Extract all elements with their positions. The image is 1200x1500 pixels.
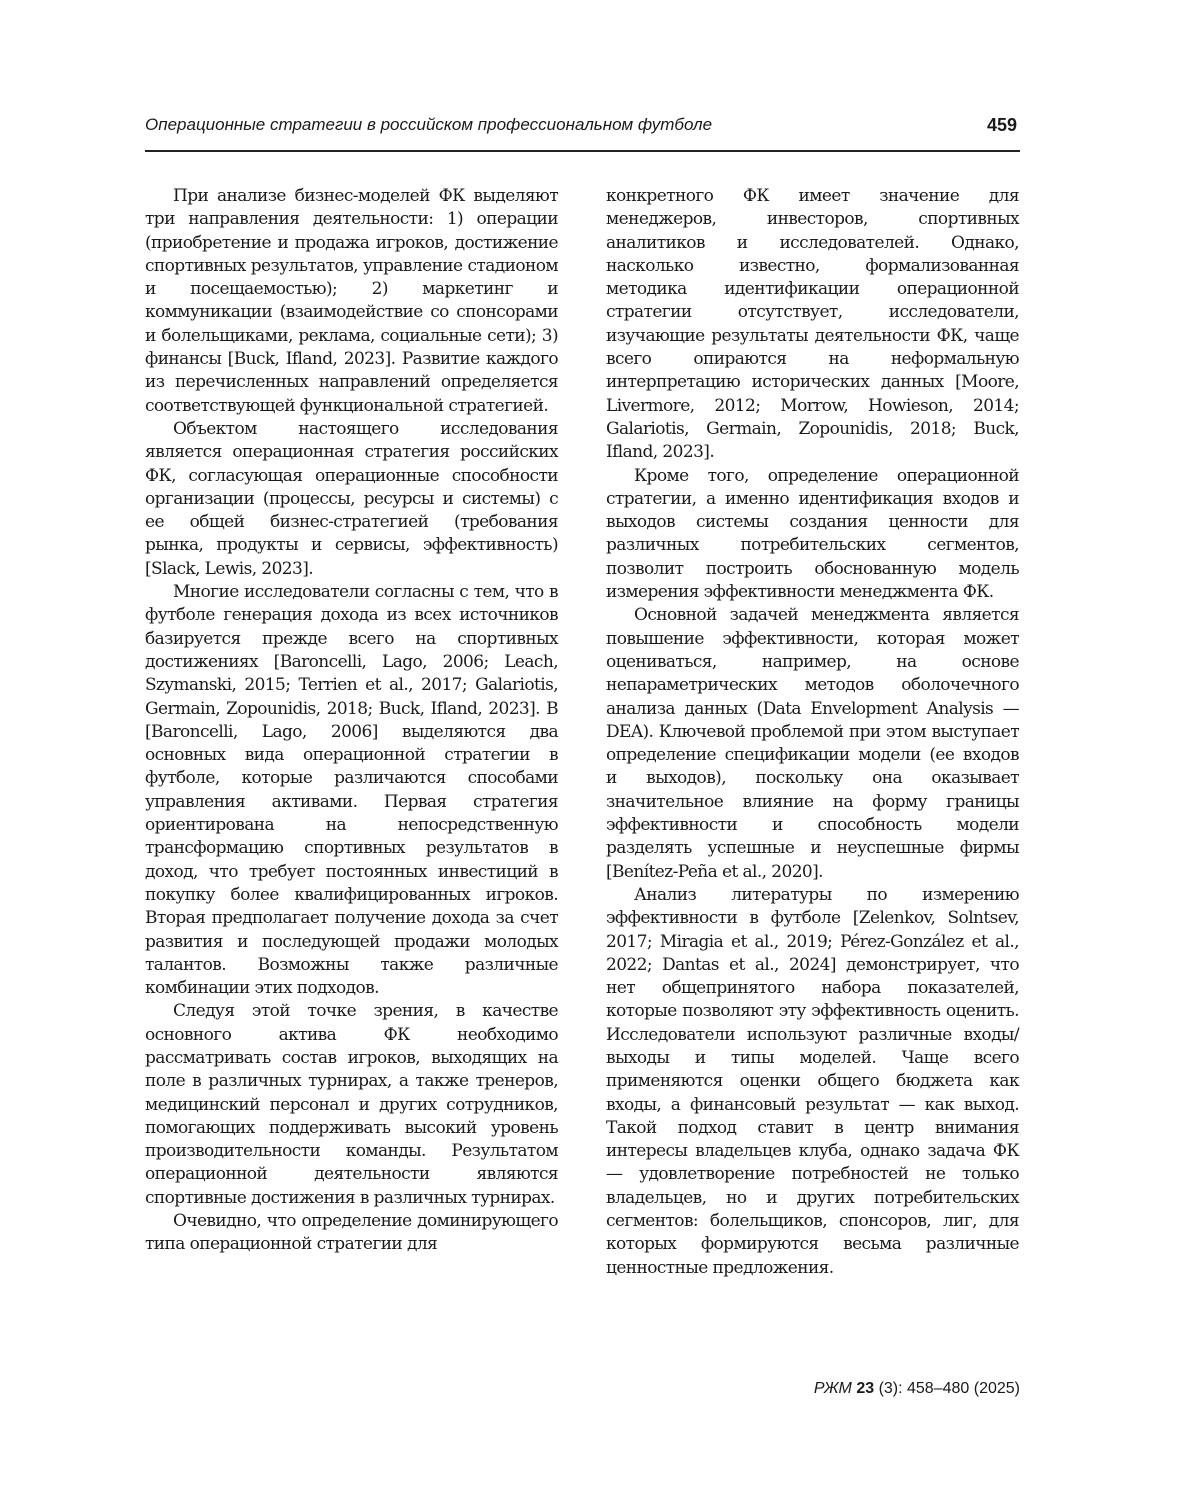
paragraph: Анализ литературы по измерению эффективности в футболе [Zelenkov, Solntsev, 2017; Miragia et al., 2019; Pérez-González et al., 2022; Dantas et al., 2024] демонстрирует, что нет общепринятого набора показателей, которые позволяют эту эффективность оценить. Исследователи используют различные входы/выходы и типы моделей. Чаще всего применяются оценки общего бюджета как входы, а финансовый результат — как выход. Такой подход ставит в центр внимания интересы владельцев клуба, однако задача ФК — удовлетворение потребностей не только владельцев, но и других потребительских сегментов: болельщиков, спонсоров, лиг, для которых формируются весьма различные ценностные предложения. — [606, 884, 1019, 1278]
page-number: 459 — [986, 115, 1017, 135]
paragraph: Очевидно, что определение доминирующего типа операционной стратегии для — [145, 1211, 558, 1255]
paragraph: Кроме того, определение операционной стратегии, а именно идентификация входов и выходов системы создания ценности для различных потребительских сегментов, позволит построить обоснованную модель измерения эффективности менеджмента ФК. — [606, 465, 1019, 603]
paragraph: Следуя этой точке зрения, в качестве основного актива ФК необходимо рассматривать состав игроков, выходящих на поле в различных турнирах, а также тренеров, медицинский персонал и других сотрудников, помогающих поддерживать высокий уровень производительности команды. Результатом операционной деятельности являются спортивные достижения в различных турнирах. — [145, 1001, 558, 1208]
journal-name: РЖМ — [813, 1380, 852, 1397]
paragraph: Объектом настоящего исследования является операционная стратегия российских ФК, согласующая операционные способности организации (процессы, ресурсы и системы) с ее общей бизнес-стратегией (требования рынка, продукты и сервисы, эффективность) [Slack, Lewis, 2023]. — [145, 418, 558, 579]
header-rule — [145, 150, 1020, 152]
running-header — [145, 112, 1020, 142]
paragraph: При анализе бизнес-моделей ФК выделяют три направления деятельности: 1) операции (приобретение и продажа игроков, достижение спортивных результатов, управление стадионом и посещаемостью); 2) маркетинг и коммуникации (взаимодействие со спонсорами и болельщиками, реклама, социальные сети); 3) финансы [Buck, Ifland, 2023]. Развитие каждого из перечисленных направлений определяется соответствующей функциональной стратегией. — [145, 186, 558, 416]
left-column — [145, 185, 558, 1257]
journal-volume: 23 — [856, 1380, 875, 1397]
journal-issue-pages: (3): 458–480 (2025) — [878, 1380, 1020, 1397]
paragraph-continuation: конкретного ФК имеет значение для менеджеров, инвесторов, спортивных аналитиков и исследователей. Однако, насколько известно, формализованная методика идентификации операционной стратегии отсутствует, исследователи, изучающие результаты деятельности ФК, чаще всего опираются на неформальную интерпретацию исторических данных [Moore, Livermore, 2012; Morrow, Howieson, 2014; Galariotis, Germain, Zopounidis, 2018; Buck, Ifland, 2023]. — [606, 186, 1019, 463]
paragraph: Основной задачей менеджмента является повышение эффективности, которая может оцениваться, например, на основе непараметрических методов оболочечного анализа данных (Data Envelopment Analysis — DEA). Ключевой проблемой при этом выступает определение спецификации модели (ее входов и выходов), поскольку она оказывает значительное влияние на форму границы эффективности и способность модели разделять успешные и неуспешные фирмы [Benítez-Peña et al., 2020]. — [606, 605, 1019, 882]
running-title: Операционные стратегии в российском профессиональном футболе — [145, 115, 713, 134]
paragraph: Многие исследователи согласны с тем, что в футболе генерация дохода из всех источников базируется прежде всего на спортивных достижениях [Baroncelli, Lago, 2006; Leach, Szymanski, 2015; Terrien et al., 2017; Galariotis, Germain, Zopounidis, 2018; Buck, Ifland, 2023]. В [Baroncelli, Lago, 2006] выделяются два основных вида операционной стратегии в футболе, которые различаются способами управления активами. Первая стратегия ориентирована на непосредственную трансформацию спортивных результатов в доход, что требует постоянных инвестиций в покупку более квалифицированных игроков. Вторая предполагает получение дохода за счет развития и последующей продажи молодых талантов. Возможны также различные комбинации этих подходов. — [145, 582, 558, 999]
journal-footer — [814, 1378, 1020, 1400]
right-column — [606, 185, 1019, 1280]
